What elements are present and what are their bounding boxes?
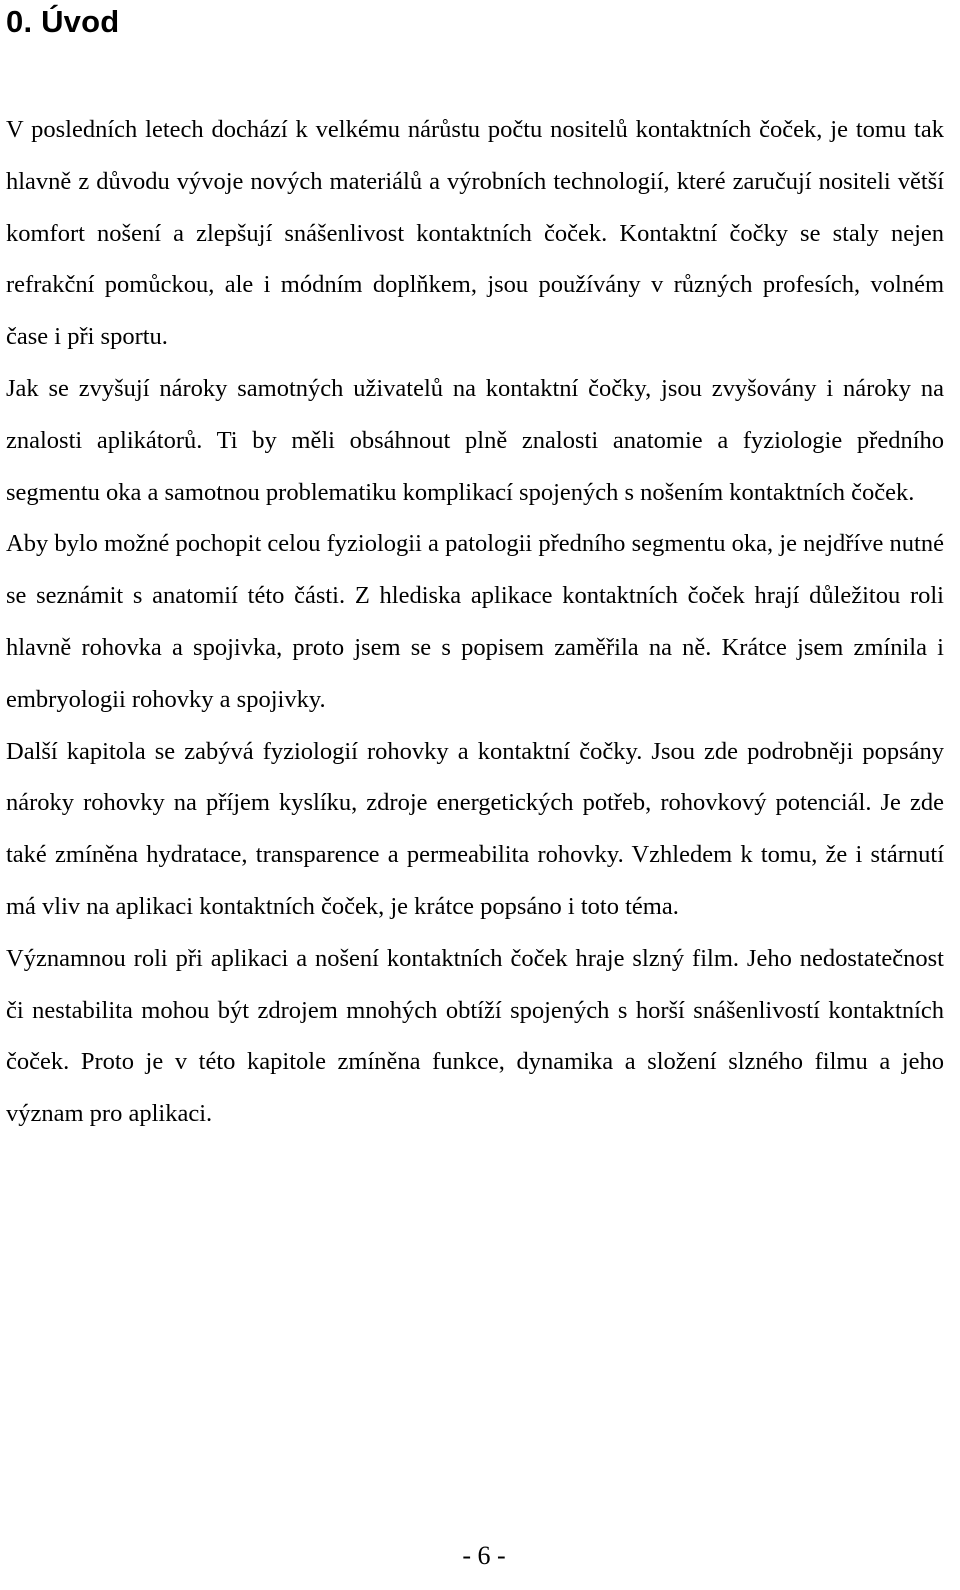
body-text xyxy=(6,104,944,1140)
page-number: - 6 - xyxy=(462,1541,506,1570)
paragraph-1: V posledních letech dochází k velkému nárůstu počtu nositelů kontaktních čoček, je tomu tak hlavně z důvodu vývoje nových materiálů a výrobních technologií, které zaručují nositeli větší komfort nošení a zlepšují snášenlivost kontaktních čoček. Kontaktní čočky se staly nejen refrakční pomůckou, ale i módním doplňkem, jsou používány v různých profesích, volném čase i při sportu. xyxy=(6,116,944,351)
paragraph-3: Aby bylo možné pochopit celou fyziologii a patologii předního segmentu oka, je nejdříve nutné se seznámit s anatomií této části. Z hlediska aplikace kontaktních čoček hrají důležitou roli hlavně rohovka a spojivka, proto jsem se s popisem zaměřila na ně. Krátce jsem zmínila i embryologii rohovky a spojivky. xyxy=(6,530,944,713)
paragraph-2: Jak se zvyšují nároky samotných uživatelů na kontaktní čočky, jsou zvyšovány i nároky na znalosti aplikátorů. Ti by měli obsáhnout plně znalosti anatomie a fyziologie předního segmentu oka a samotnou problematiku komplikací spojených s nošením kontaktních čoček. xyxy=(6,374,944,506)
paragraph-5: Významnou roli při aplikaci a nošení kontaktních čoček hraje slzný film. Jeho nedostatečnost či nestabilita mohou být zdrojem mnohých obtíží spojených s horší snášenlivostí kontaktních čoček. Proto je v této kapitole zmíněna funkce, dynamika a složení slzného filmu a jeho význam pro aplikaci. xyxy=(6,944,944,1128)
paragraph-4: Další kapitola se zabývá fyziologií rohovky a kontaktní čočky. Jsou zde podrobněji popsány nároky rohovky na příjem kyslíku, zdroje energetických potřeb, rohovkový potenciál. Je zde také zmíněna hydratace, transparence a permeabilita rohovky. Vzhledem k tomu, že i stárnutí má vliv na aplikaci kontaktních čoček, je krátce popsáno i toto téma. xyxy=(6,737,944,920)
section-heading: 0. Úvod xyxy=(6,4,120,39)
